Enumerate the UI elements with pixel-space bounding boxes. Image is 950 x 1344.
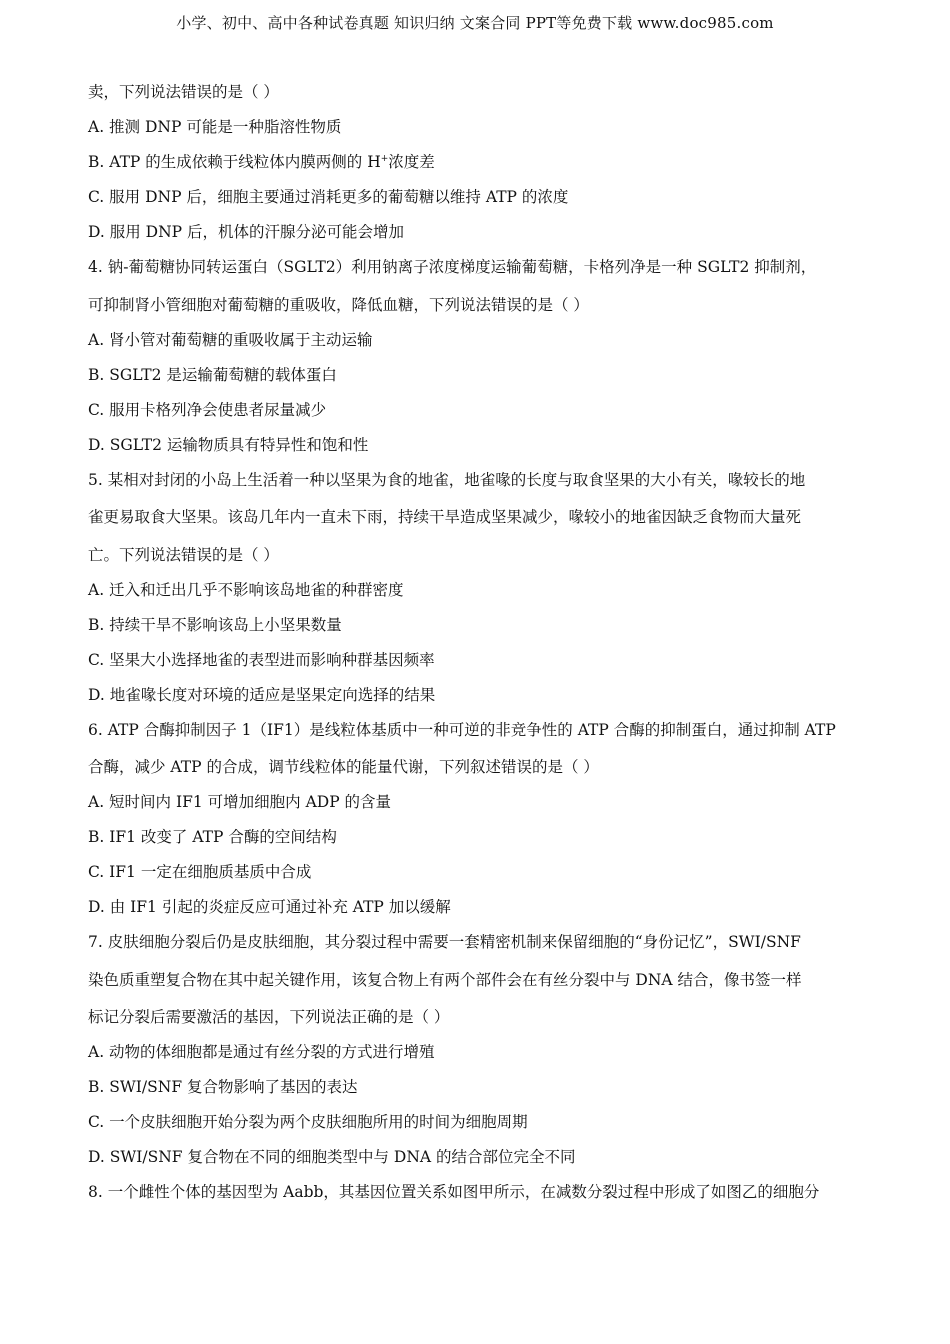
question-stem-line: 亡。下列说法错误的是（ ） xyxy=(88,545,279,564)
option-b-tail: 浓度差 xyxy=(388,153,435,171)
option-b: B. 持续干旱不影响该岛上小坚果数量 xyxy=(88,615,342,634)
option-b-text: B. ATP 的生成依赖于线粒体内膜两侧的 H xyxy=(88,153,381,171)
option-a: A. 动物的体细胞都是通过有丝分裂的方式进行增殖 xyxy=(88,1043,435,1061)
question-stem-line: 5. 某相对封闭的小岛上生活着一种以坚果为食的地雀，地雀喙的长度与取食坚果的大小有关，喙较长的地 xyxy=(88,470,806,489)
question-7 xyxy=(88,930,878,1180)
question-3 xyxy=(88,80,878,255)
option-c: C. 服用 DNP 后，细胞主要通过消耗更多的葡萄糖以维持 ATP 的浓度 xyxy=(88,188,569,206)
option-b xyxy=(88,150,878,185)
option-c: C. 一个皮肤细胞开始分裂为两个皮肤细胞所用的时间为细胞周期 xyxy=(88,1113,528,1131)
question-stem-line: 可抑制肾小管细胞对葡萄糖的重吸收，降低血糖，下列说法错误的是（ ） xyxy=(88,295,589,314)
option-b: B. IF1 改变了 ATP 合酶的空间结构 xyxy=(88,828,337,846)
option-d: D. 服用 DNP 后，机体的汗腺分泌可能会增加 xyxy=(88,223,405,241)
option-c: C. IF1 一定在细胞质基质中合成 xyxy=(88,863,312,881)
option-b: B. SGLT2 是运输葡萄糖的载体蛋白 xyxy=(88,365,337,384)
option-c: C. 坚果大小选择地雀的表型进而影响种群基因频率 xyxy=(88,650,435,669)
question-stem-line: 合酶，减少 ATP 的合成，调节线粒体的能量代谢，下列叙述错误的是（ ） xyxy=(88,758,599,776)
exam-content xyxy=(88,80,878,1215)
option-a: A. 迁入和迁出几乎不影响该岛地雀的种群密度 xyxy=(88,580,404,599)
option-d: D. 地雀喙长度对环境的适应是坚果定向选择的结果 xyxy=(88,685,436,704)
option-d: D. SWI/SNF 复合物在不同的细胞类型中与 DNA 的结合部位完全不同 xyxy=(88,1148,576,1166)
question-stem-line: 雀更易取食大坚果。该岛几年内一直未下雨，持续干旱造成坚果减少，喙较小的地雀因缺乏食物而大量死 xyxy=(88,508,802,526)
question-stem-line: 7. 皮肤细胞分裂后仍是皮肤细胞，其分裂过程中需要一套精密机制来保留细胞的“身份记忆”，SWI/SNF xyxy=(88,933,801,951)
option-a: A. 短时间内 IF1 可增加细胞内 ADP 的含量 xyxy=(88,793,392,811)
option-d: D. SGLT2 运输物质具有特异性和饱和性 xyxy=(88,435,369,454)
question-6 xyxy=(88,718,878,931)
option-d: D. 由 IF1 引起的炎症反应可通过补充 ATP 加以缓解 xyxy=(88,898,451,916)
question-stem-line: 标记分裂后需要激活的基因，下列说法正确的是（ ） xyxy=(88,1008,450,1026)
question-stem-line: 4. 钠-葡萄糖协同转运蛋白（SGLT2）利用钠离子浓度梯度运输葡萄糖，卡格列净是一种 SGLT2 抑制剂， xyxy=(88,258,817,276)
question-4 xyxy=(88,255,878,468)
option-c: C. 服用卡格列净会使患者尿量减少 xyxy=(88,400,327,419)
option-a: A. 肾小管对葡萄糖的重吸收属于主动运输 xyxy=(88,330,373,349)
question-stem-line: 6. ATP 合酶抑制因子 1（IF1）是线粒体基质中一种可逆的非竞争性的 ATP 合酶的抑制蛋白，通过抑制 ATP xyxy=(88,720,836,739)
page-header: 小学、初中、高中各种试卷真题 知识归纳 文案合同 PPT等免费下载 www.doc985.com xyxy=(176,14,774,32)
question-8 xyxy=(88,1180,878,1215)
question-stem-line: 8. 一个雌性个体的基因型为 Aabb，其基因位置关系如图甲所示，在减数分裂过程中形成了如图乙的细胞分 xyxy=(88,1183,820,1201)
question-5 xyxy=(88,468,878,718)
option-a: A. 推测 DNP 可能是一种脂溶性物质 xyxy=(88,118,342,136)
question-stem-tail: 卖，下列说法错误的是（ ） xyxy=(88,83,279,101)
question-stem-line: 染色质重塑复合物在其中起关键作用，该复合物上有两个部件会在有丝分裂中与 DNA 结合，像书签一样 xyxy=(88,970,802,989)
option-b: B. SWI/SNF 复合物影响了基因的表达 xyxy=(88,1078,358,1096)
superscript-plus: + xyxy=(380,154,389,164)
